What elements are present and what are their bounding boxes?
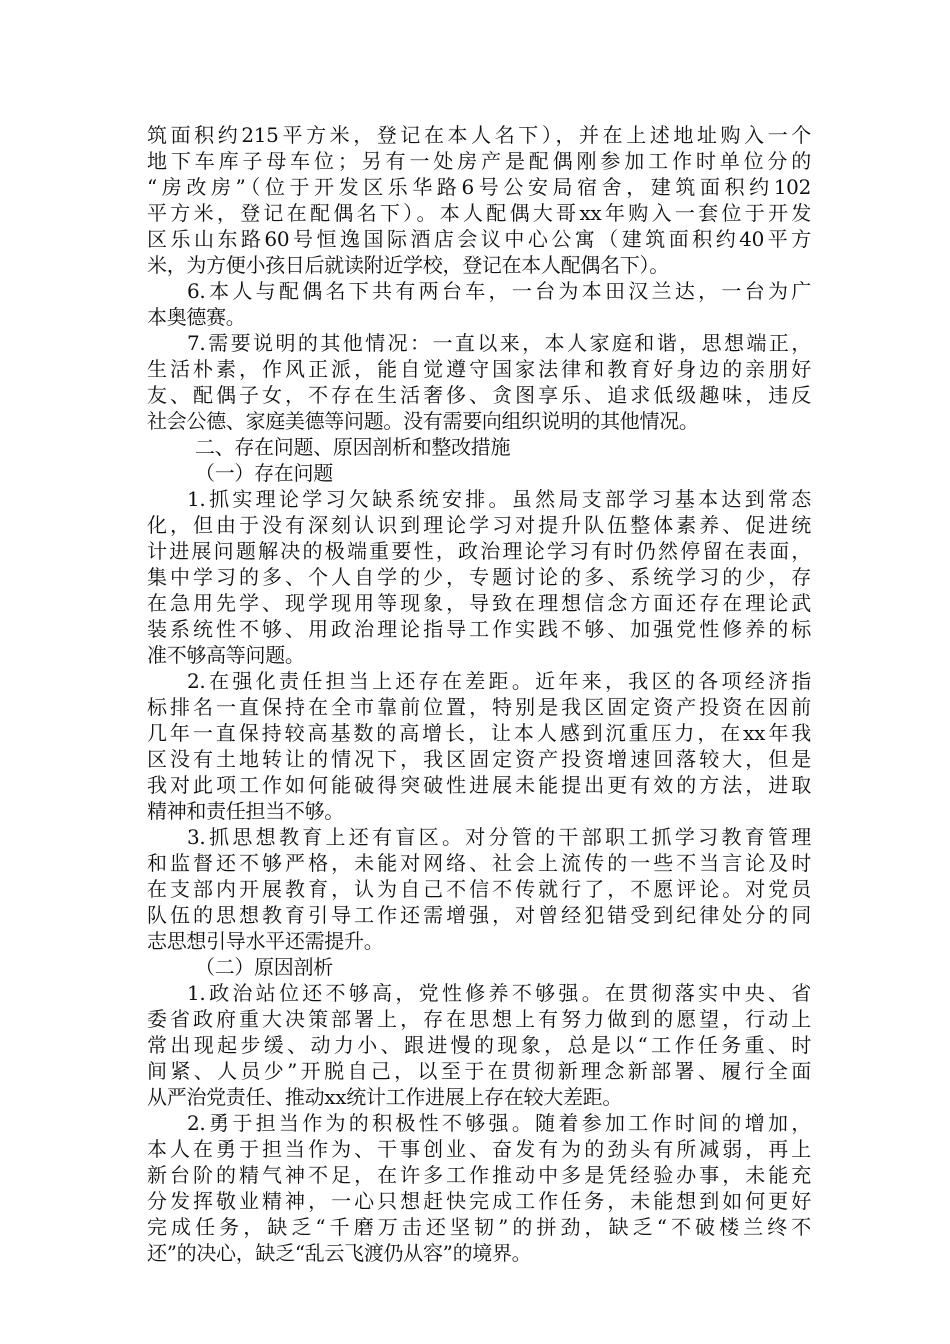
text-line: 我对此项工作如何能破得突破性进展未能提出更有效的方法，进取	[147, 773, 811, 797]
text-line: 精神和责任担当不够。	[147, 799, 344, 823]
text-line: 几年一直保持较高基数的高增长，让本人感到沉重压力，在xx年我	[147, 721, 811, 745]
text-line: 委省政府重大决策部署上，存在思想上有努力做到的愿望，行动上	[147, 1007, 811, 1031]
text-line: （二）原因剖析	[195, 955, 333, 979]
text-line: 本奥德赛。	[147, 305, 246, 329]
text-line: 化，但由于没有深刻认识到理论学习对提升队伍整体素养、促进统	[147, 513, 811, 537]
text-line: 计进展问题解决的极端重要性，政治理论学习有时仍然停留在表面，	[147, 539, 811, 563]
text-line: 间紧、人员少”开脱自己，以至于在贯彻新理念新部署、履行全面	[147, 1059, 811, 1083]
text-line: 和监督还不够严格，未能对网络、社会上流传的一些不当言论及时	[147, 851, 811, 875]
text-line: 生活朴素，作风正派，能自觉遵守国家法律和教育好身边的亲朋好	[147, 357, 811, 381]
text-line: 从严治党责任、推动xx统计工作进展上存在较大差距。	[147, 1085, 623, 1109]
text-line: 1.抓实理论学习欠缺系统安排。虽然局支部学习基本达到常态	[187, 487, 811, 511]
text-line: 米，为方便小孩日后就读附近学校，登记在本人配偶名下）。	[147, 253, 669, 277]
text-line: 完成任务，缺乏“千磨万击还坚韧”的拼劲，缺乏“不破楼兰终不	[147, 1215, 811, 1239]
text-line: 本人在勇于担当作为、干事创业、奋发有为的劲头有所减弱，再上	[147, 1137, 811, 1161]
text-line: 新台阶的精气神不足，在许多工作推动中多是凭经验办事，未能充	[147, 1163, 811, 1187]
text-line: 3.抓思想教育上还有盲区。对分管的干部职工抓学习教育管理	[187, 825, 811, 849]
text-line: （一）存在问题	[195, 461, 333, 485]
text-line: 还”的决心，缺乏“乱云飞渡仍从容”的境界。	[147, 1241, 532, 1265]
text-line: 7.需要说明的其他情况：一直以来，本人家庭和谐，思想端正，	[187, 331, 811, 355]
text-line: 二、存在问题、原因剖析和整改措施	[195, 435, 511, 459]
document-page	[147, 122, 811, 1266]
text-line: 社会公德、家庭美德等问题。没有需要向组织说明的其他情况。	[147, 409, 699, 433]
text-line: 1.政治站位还不够高，党性修养不够强。在贯彻落实中央、省	[187, 981, 811, 1005]
text-line: 友、配偶子女，不存在生活奢侈、贪图享乐、追求低级趣味，违反	[147, 383, 811, 407]
text-line: 在急用先学、现学现用等现象，导致在理想信念方面还存在理论武	[147, 591, 811, 615]
text-line: 筑面积约215平方米，登记在本人名下），并在上述地址购入一个	[147, 123, 811, 147]
text-line: 地下车库子母车位；另有一处房产是配偶刚参加工作时单位分的	[147, 149, 811, 173]
text-line: 志思想引导水平还需提升。	[147, 929, 384, 953]
text-line: 常出现起步缓、动力小、跟进慢的现象，总是以“工作任务重、时	[147, 1033, 811, 1057]
text-line: “房改房”（位于开发区乐华路6号公安局宿舍，建筑面积约102	[147, 175, 811, 199]
text-line: 在支部内开展教育，认为自己不信不传就行了，不愿评论。对党员	[147, 877, 811, 901]
text-line: 分发挥敬业精神，一心只想赶快完成工作任务，未能想到如何更好	[147, 1189, 811, 1213]
text-line: 2.在强化责任担当上还存在差距。近年来，我区的各项经济指	[187, 669, 811, 693]
text-line: 2.勇于担当作为的积极性不够强。随着参加工作时间的增加，	[187, 1111, 811, 1135]
text-line: 区乐山东路60号恒逸国际酒店会议中心公寓（建筑面积约40平方	[147, 227, 811, 251]
text-line: 准不够高等问题。	[147, 643, 305, 667]
text-line: 6.本人与配偶名下共有两台车，一台为本田汉兰达，一台为广	[187, 279, 811, 303]
text-line: 区没有土地转让的情况下，我区固定资产投资增速回落较大，但是	[147, 747, 811, 771]
text-line: 队伍的思想教育引导工作还需增强，对曾经犯错受到纪律处分的同	[147, 903, 811, 927]
text-line: 装系统性不够、用政治理论指导工作实践不够、加强党性修养的标	[147, 617, 811, 641]
text-line: 标排名一直保持在全市靠前位置，特别是我区固定资产投资在因前	[147, 695, 811, 719]
text-line: 平方米，登记在配偶名下）。本人配偶大哥xx年购入一套位于开发	[147, 201, 811, 225]
text-line: 集中学习的多、个人自学的少，专题讨论的多、系统学习的少，存	[147, 565, 811, 589]
